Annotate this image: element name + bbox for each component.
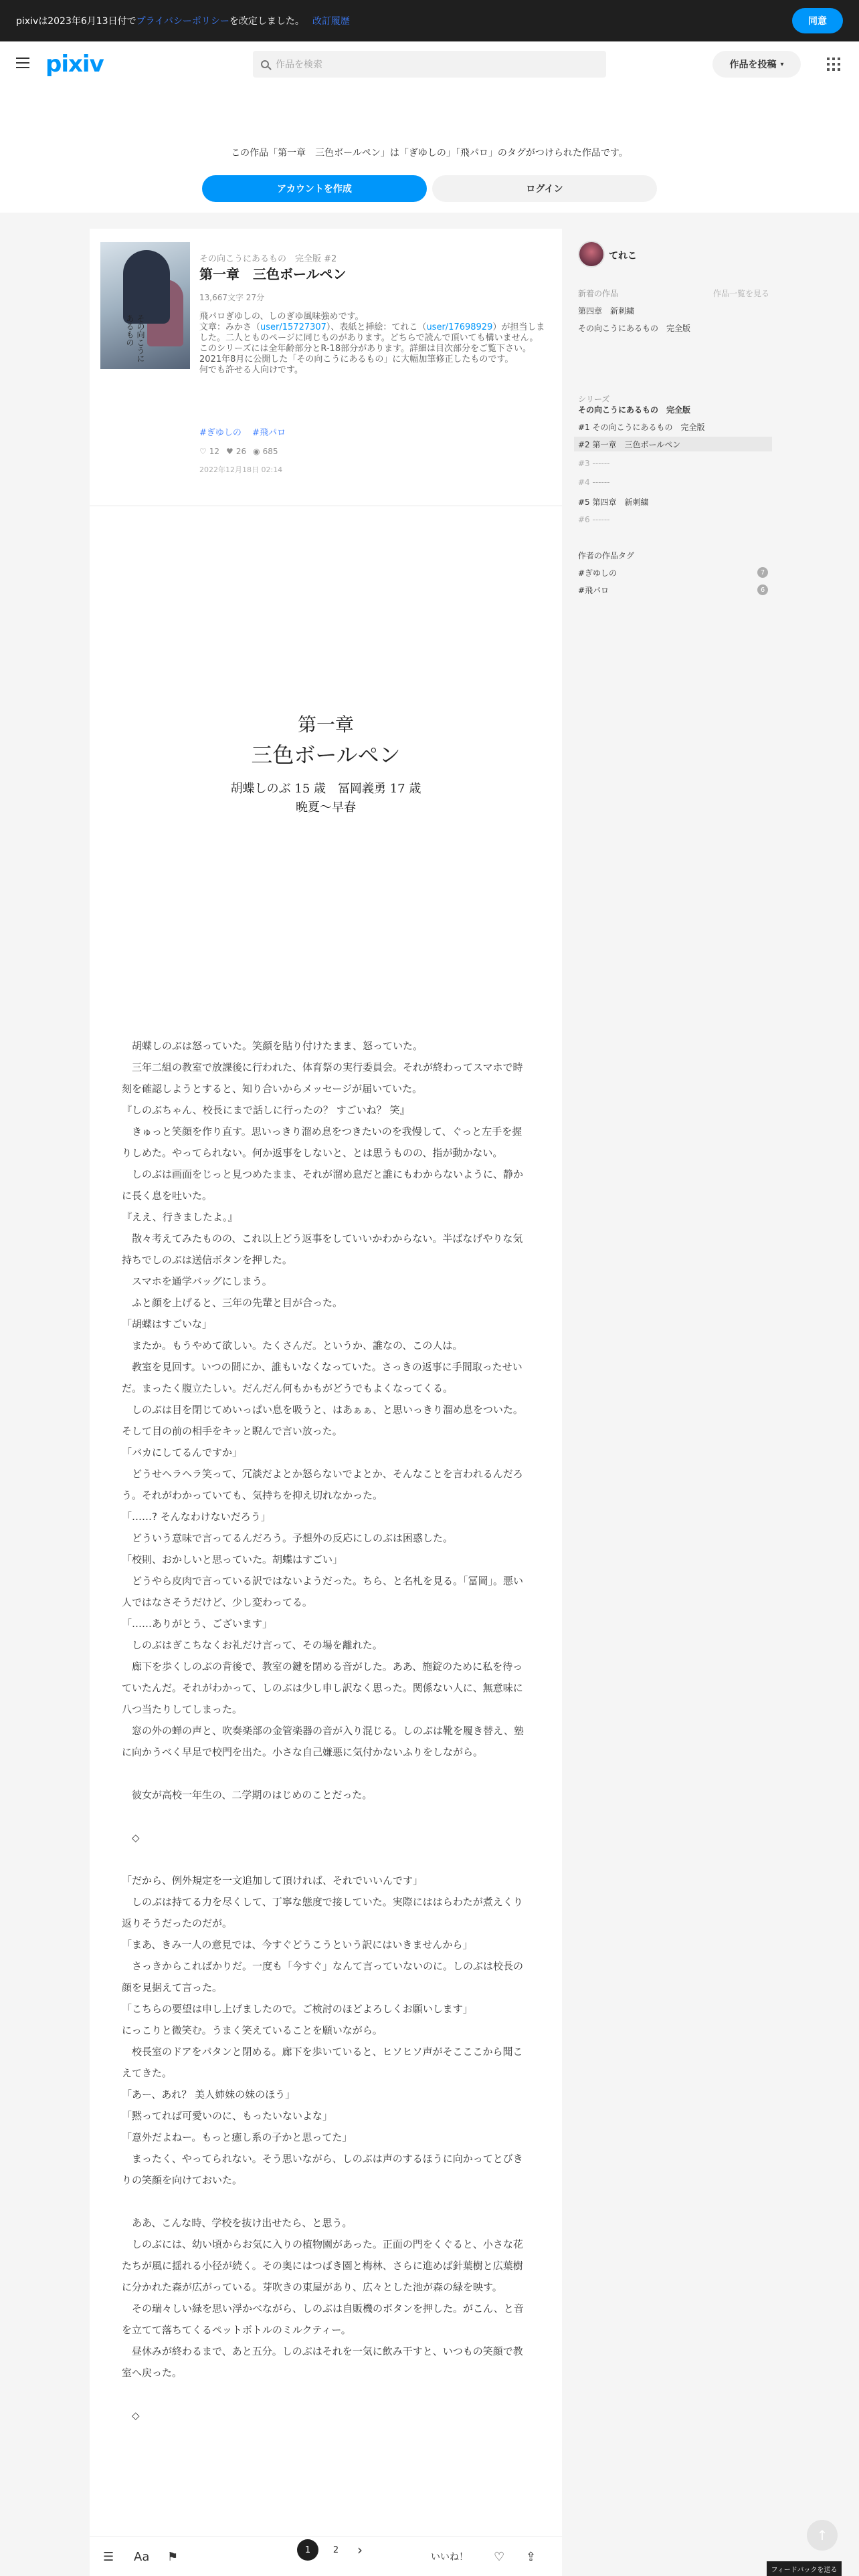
author-tag-count: 7 xyxy=(757,567,768,578)
series-item-current[interactable]: #2 第一章 三色ボールペン xyxy=(574,437,772,451)
apps-grid-icon[interactable] xyxy=(827,58,840,71)
like-button-label[interactable]: いいね！ xyxy=(431,2552,468,2563)
body-paragraph: 昼休みが終わるまで、あと五分。しのぶはそれを一気に飲み干すと、いつもの笑顔で教室へ戻った。 xyxy=(122,2345,523,2379)
body-paragraph: 「あー、あれ？ 美人姉妹の妹のほう」 xyxy=(122,2088,296,2101)
hamburger-menu-icon[interactable] xyxy=(16,58,29,68)
chapter-season: 晩夏〜早春 xyxy=(296,800,356,815)
body-paragraph: しのぶは画面をじっと見つめたまま、それが溜め息だと誰にもわからないように、静かに長く息を吐いた。 xyxy=(122,1168,524,1202)
body-paragraph: 「胡蝶はすごいな」 xyxy=(122,1318,213,1330)
tag-notice-panel xyxy=(0,86,859,213)
tag-link[interactable]: #飛パロ xyxy=(252,428,286,438)
privacy-policy-link[interactable]: プライバシーポリシー xyxy=(136,16,229,27)
caption-text: ）が担当しました。二人とものページに同じものがあります。どちらで読んで頂いても構いません。 xyxy=(199,322,545,343)
scroll-to-top-icon[interactable]: ↑ xyxy=(807,2520,838,2551)
series-item[interactable]: #3 ------ xyxy=(578,459,610,468)
body-paragraph: 廊下を歩くしのぶの背後で、教室の鍵を閉める音がした。ああ、施錠のために私を待っていたんだ。それがわかって、しのぶは少し申し訳なく思った。関係ない人に、無意味に八つ当たりしてしまった。 xyxy=(122,1660,523,1715)
body-paragraph: 「黙ってれば可愛いのに、もったいないよな」 xyxy=(122,2110,333,2122)
pixiv-logo[interactable]: pixiv xyxy=(45,51,104,78)
body-paragraph: きゅっと笑顔を作り直す。思いっきり溜め息をつきたいのを我慢して、ぐっと左手を握りしめた。やってられない。何か返事をしないと、とは思うものの、指が動かない。 xyxy=(122,1125,522,1159)
reader-toolbar xyxy=(90,2536,562,2576)
caption-line: 何でも許せる人向けです。 xyxy=(199,365,303,375)
chevron-right-icon[interactable]: › xyxy=(357,2542,363,2558)
body-paragraph: どうやら皮肉で言っている訳ではないようだった。ちら、と名札を見る。「冨岡」。悪い人ではなさそうだけど、少し変わってる。 xyxy=(122,1575,524,1608)
tag-list xyxy=(199,425,294,438)
body-paragraph: しのぶは持てる力を尽くして、丁寧な態度で接していた。実際にははらわたが煮えくり返りそうだったのだが。 xyxy=(122,1896,523,1929)
body-paragraph: ああ、こんな時、学校を抜け出せたら、と思う。 xyxy=(122,2217,353,2229)
body-paragraph: その瑞々しい緑を思い浮かべながら、しのぶは自販機のボタンを押した。がこん、と音を立てて落ちてくるペットボトルのミルクティー。 xyxy=(122,2302,524,2336)
body-paragraph: ◇ xyxy=(122,2409,140,2422)
body-paragraph: スマホを通学バッグにしまう。 xyxy=(122,1275,272,1287)
chapter-title: 三色ボールペン xyxy=(251,742,401,768)
create-account-button[interactable]: アカウントを作成 xyxy=(202,175,427,202)
novel-body xyxy=(122,1035,531,2448)
body-paragraph: ふと顔を上げると、三年の先輩と目が合った。 xyxy=(122,1297,343,1309)
body-paragraph xyxy=(122,2426,531,2448)
bookmark-count: 26 xyxy=(235,447,247,456)
body-paragraph: 胡蝶しのぶは怒っていた。笑顔を貼り付けたまま、怒っていた。 xyxy=(122,1040,423,1052)
author-tag-row[interactable] xyxy=(578,567,772,578)
body-paragraph: どうせヘラヘラ笑って、冗談だよとか怒らないでよとか、そんなことを言われるんだろう。それがわかっていても、気持ちを抑え切れなかった。 xyxy=(122,1468,523,1501)
body-paragraph: またか。もうやめて欲しい。たくさんだ。というか、誰なの、この人は。 xyxy=(122,1339,463,1352)
novel-main xyxy=(90,229,562,2576)
page-button[interactable]: 2 xyxy=(332,2545,339,2555)
recent-works-label: 新着の作品 xyxy=(578,289,619,298)
work-title: 第一章 三色ボールペン xyxy=(199,266,347,282)
like-icon: ♡ xyxy=(199,447,207,456)
login-button[interactable]: ログイン xyxy=(432,175,657,202)
body-paragraph xyxy=(122,2191,531,2212)
body-paragraph xyxy=(122,1848,531,1870)
body-paragraph: さっきからこればかりだ。一度も「今すぐ」なんて言っていないのに。しのぶは校長の顔を見据えて言った。 xyxy=(122,1960,524,1994)
body-paragraph: 『しのぶちゃん、校長にまで話しに行ったの？ すごいね？ 笑』 xyxy=(122,1104,410,1116)
pagination xyxy=(297,2539,363,2561)
tag-link[interactable]: #ぎゆしの xyxy=(199,428,242,438)
view-count: 685 xyxy=(262,447,278,456)
privacy-text-before: pixivは2023年6月13日付で xyxy=(16,16,136,27)
body-paragraph: 「……ありがとう、ございます」 xyxy=(122,1618,273,1630)
author-tags-label: 作者の作品タグ xyxy=(578,551,635,560)
body-paragraph: しのぶはぎこちなくお礼だけ言って、その場を離れた。 xyxy=(122,1639,383,1651)
chapter-characters: 胡蝶しのぶ 15 歳 冨岡義勇 17 歳 xyxy=(230,782,421,796)
author-tag-count: 6 xyxy=(757,584,768,595)
series-link[interactable]: その向こうにあるもの 完全版 #2 xyxy=(199,254,337,264)
table-of-contents-icon[interactable]: ☰ xyxy=(103,2550,114,2564)
body-paragraph: 「校則、おかしいと思っていた。胡蝶はすごい」 xyxy=(122,1553,343,1566)
all-works-link[interactable]: 作品一覧を見る xyxy=(712,289,769,298)
body-paragraph xyxy=(122,1806,531,1827)
post-date: 2022年12月18日 02:14 xyxy=(199,465,283,474)
series-item[interactable]: #5 第四章 新刺繍 xyxy=(578,498,649,507)
work-stats xyxy=(199,447,278,456)
recent-work-item[interactable]: 第四章 新刺繍 xyxy=(578,306,635,316)
word-count: 13,667文字 27分 xyxy=(199,293,265,302)
tag-notice-text: この作品「第一章 三色ボールペン」は「ぎゆしの」「飛パロ」のタグがつけられた作品です。 xyxy=(231,148,628,158)
post-work-label: 作品を投稿 xyxy=(729,60,777,70)
author-name[interactable]: てれこ xyxy=(609,251,637,261)
privacy-banner xyxy=(0,0,859,41)
author-avatar[interactable] xyxy=(578,241,605,267)
caption-credit-line xyxy=(199,322,550,344)
cover-text: その向こうにあるもの xyxy=(125,314,145,362)
cover-image[interactable] xyxy=(100,242,190,369)
body-paragraph: 「バカにしてるんですか」 xyxy=(122,1446,243,1459)
body-paragraph: にっこりと微笑む。うまく笑えていることを願いながら。 xyxy=(122,2024,383,2036)
search-icon xyxy=(261,60,269,68)
body-paragraph: しのぶには、幼い頃からお気に入りの植物園があった。正面の門をくぐると、小さな花たちが風に揺れる小径が続く。その奥にはつばき園と梅林、さらに進めば針葉樹と広葉樹に分かれた森が広がっている。芽吹きの東屋があり、広々とした池が森の緑を映す。 xyxy=(122,2238,523,2293)
caption-line: 2021年8月に公開した「その向こうにあるもの」に大幅加筆修正したものです。 xyxy=(199,354,514,364)
series-title[interactable]: その向こうにあるもの 完全版 xyxy=(578,405,691,415)
caption-line: このシリーズには全年齢部分とR-18部分があります。詳細は目次部分をご覧下さい。 xyxy=(199,344,532,354)
series-item[interactable]: #1 その向こうにあるもの 完全版 xyxy=(578,423,705,432)
series-item[interactable]: #4 ------ xyxy=(578,477,610,487)
body-paragraph: ◇ xyxy=(122,1832,140,1844)
chevron-down-icon: ▾ xyxy=(780,60,784,68)
work-caption xyxy=(199,312,550,376)
bookmark-icon[interactable]: ⚑ xyxy=(167,2550,179,2564)
body-paragraph: 「……? そんなわけないだろう」 xyxy=(122,1511,271,1523)
recent-work-item[interactable]: その向こうにあるもの 完全版 xyxy=(578,324,691,333)
body-paragraph: 彼女が高校一年生の、二学期のはじめのことだった。 xyxy=(122,1789,373,1801)
caption-line: 飛パロぎゆしの、しのぎゆ風味強めです。 xyxy=(199,312,364,322)
author-tag-name: #ぎゆしの xyxy=(578,568,617,578)
caption-text: 文章：みかさ（ xyxy=(199,322,261,332)
agree-button[interactable]: 同意 xyxy=(792,8,843,33)
body-paragraph: 「だから、例外規定を一文追加して頂ければ、それでいいんです」 xyxy=(122,1874,423,1887)
series-label: シリーズ xyxy=(578,395,610,404)
body-paragraph xyxy=(122,2383,531,2405)
body-paragraph: 窓の外の蝉の声と、吹奏楽部の金管楽器の音が入り混じる。しのぶは靴を履き替え、塾に向かうべく早足で校門を出た。小さな自己嫌悪に気付かないふりをしながら。 xyxy=(122,1725,524,1758)
revision-history-link[interactable]: 改訂履歴 xyxy=(312,16,350,27)
author-tag-name: #飛パロ xyxy=(578,586,609,595)
page-button[interactable]: 1 xyxy=(297,2539,318,2561)
cover-figure-front xyxy=(123,250,170,324)
feedback-button[interactable]: フィードバックを送る xyxy=(767,2561,842,2576)
body-paragraph xyxy=(122,1763,531,1784)
body-paragraph: まったく、やってられない。そう思いながら、しのぶは声のするほうに向かってとびきりの笑顔を向けておいた。 xyxy=(122,2153,523,2186)
author-tag-row[interactable] xyxy=(578,584,772,596)
body-paragraph: 「こちらの要望は申し上げましたので。ご検討のほどよろしくお願いします」 xyxy=(122,2003,473,2015)
body-paragraph: どういう意味で言ってるんだろう。予想外の反応にしのぶは困惑した。 xyxy=(122,1532,454,1544)
body-paragraph: 「まあ、きみ一人の意見では、今すぐどうこうという訳にはいきませんから」 xyxy=(122,1939,473,1951)
body-paragraph: 教室を見回す。いつの間にか、誰もいなくなっていた。さっきの返事に手間取ったせいだ。まったく腹立たしい。だんだん何もかもがどうでもよくなってくる。 xyxy=(122,1361,522,1394)
body-paragraph: しのぶは目を閉じてめいっぱい息を吸うと、はあぁぁ、と思いっきり溜め息をついた。そして目の前の相手をキッと睨んで言い放った。 xyxy=(122,1404,523,1437)
series-item[interactable]: #6 ------ xyxy=(578,515,610,524)
post-work-button[interactable] xyxy=(712,51,801,78)
eye-icon: ◉ xyxy=(253,447,260,456)
like-count: 12 xyxy=(209,447,220,456)
font-settings-icon[interactable]: Aa xyxy=(134,2550,150,2564)
heart-icon: ♥ xyxy=(226,447,233,456)
author-sidebar xyxy=(562,229,769,2576)
search-placeholder: 作品を検索 xyxy=(276,60,322,70)
view-stat xyxy=(253,447,278,456)
user-link[interactable]: user/17698929 xyxy=(426,322,493,332)
heart-outline-icon[interactable]: ♡ xyxy=(494,2550,505,2564)
body-paragraph: 散々考えてみたものの、これ以上どう返事をしていいかわからない。半ばなげやりな気持ちでしのぶは送信ボタンを押した。 xyxy=(122,1232,523,1266)
search-input[interactable] xyxy=(253,51,606,78)
share-icon[interactable]: ⇪ xyxy=(526,2550,537,2564)
chapter-heading xyxy=(90,712,562,817)
body-paragraph: 『ええ、行きましたよ。』 xyxy=(122,1211,238,1223)
bookmark-stat xyxy=(226,447,246,456)
like-stat xyxy=(199,447,219,456)
chapter-number: 第一章 xyxy=(297,714,354,736)
caption-text: ）、表紙と挿絵：てれこ（ xyxy=(326,322,427,332)
site-header xyxy=(0,41,859,86)
privacy-text-after: を改定しました。 xyxy=(229,16,304,27)
body-paragraph: 「意外だよねー。もっと癒し系の子かと思ってた」 xyxy=(122,2131,353,2143)
body-paragraph: 三年二組の教室で放課後に行われた、体育祭の実行委員会。それが終わってスマホで時刻を確認しようとすると、知り合いからメッセージが届いていた。 xyxy=(122,1061,523,1095)
body-paragraph: 校長室のドアをパタンと閉める。廊下を歩いていると、ヒソヒソ声がそこここから聞こえてきた。 xyxy=(122,2046,523,2079)
user-link[interactable]: user/15727307 xyxy=(260,322,326,332)
